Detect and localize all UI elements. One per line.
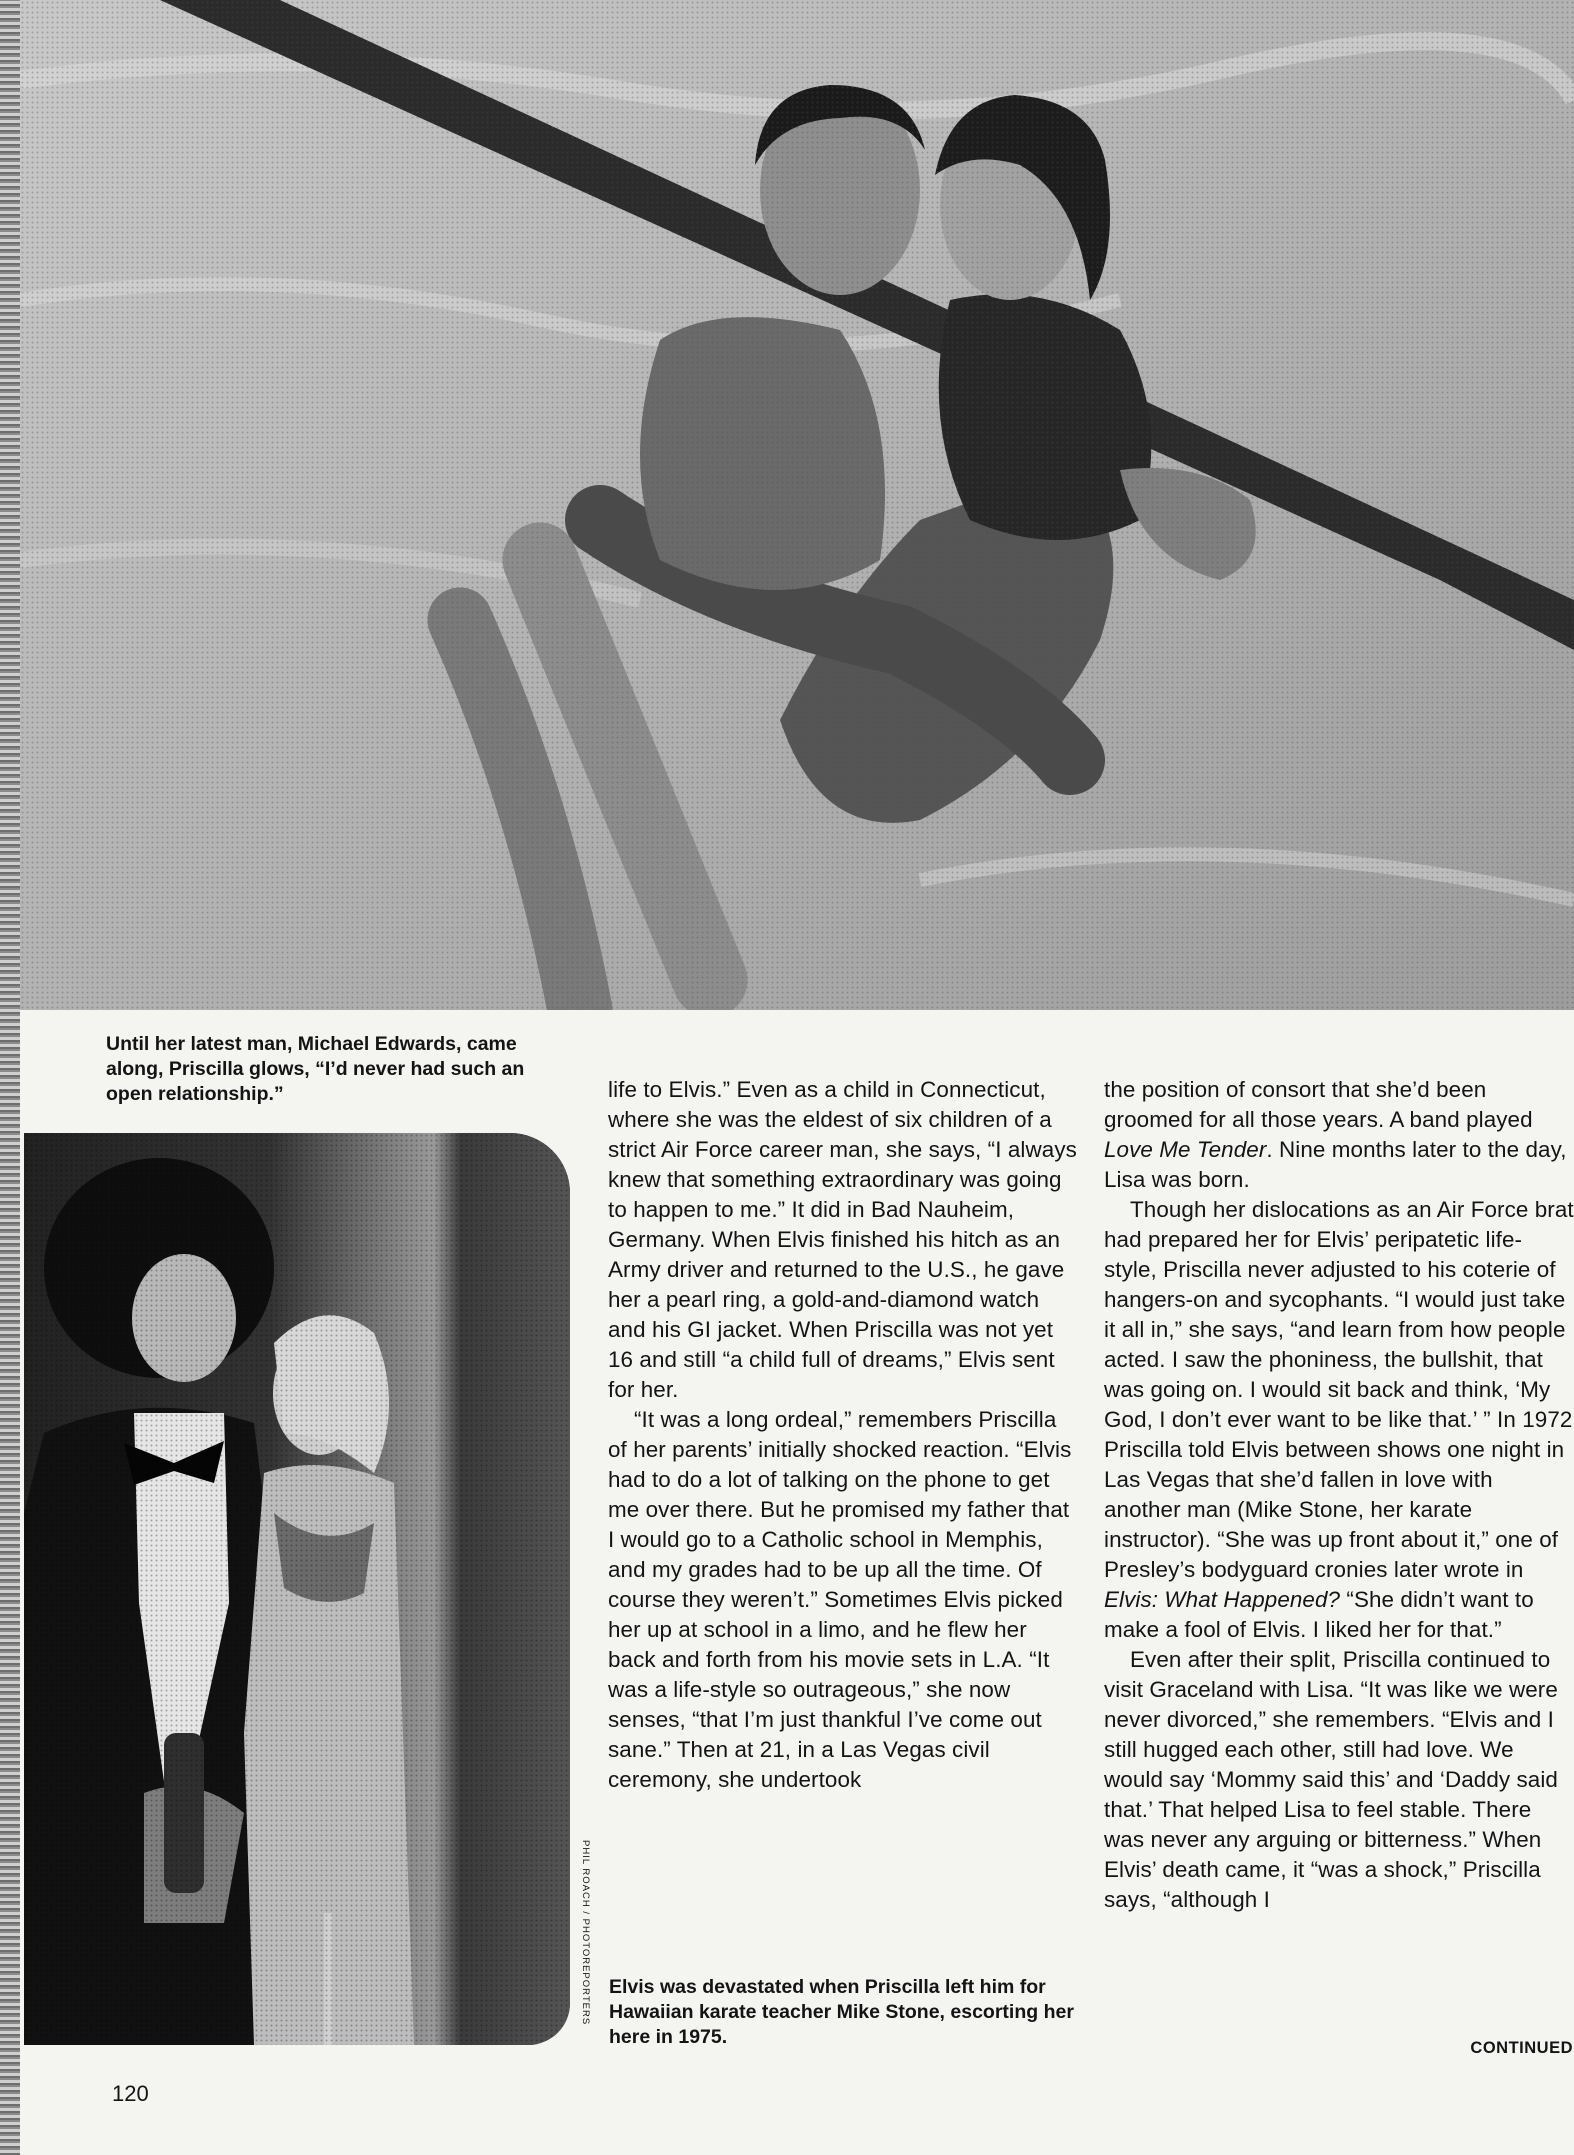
paragraph: Even after their split, Priscilla continued to visit Graceland with Lisa. “It was like we were never divorced,” she remembers. “Elvis and I still hugged each other, still had love. We would say ‘Mommy said this’ and ‘Daddy said that.’ That helped Lisa to feel stable. There was never any arguing or bitterness.” When Elvis’ death came, it “was a shock,” Priscilla says, “although I xyxy=(1104,1647,1558,1912)
paragraph xyxy=(1104,1195,1574,1645)
binding-edge xyxy=(0,0,20,2155)
article-column-right xyxy=(1104,1075,1574,1915)
page-number: 120 xyxy=(112,2081,149,2106)
photo-credit: PHIL ROACH / PHOTOREPORTERS xyxy=(580,1840,591,2026)
caption-bottom: Elvis was devastated when Priscilla left him for Hawaiian karate teacher Mike Stone, escorting her here in 1975. xyxy=(609,1976,1074,2048)
text-run: “She didn’t want to make a fool of Elvis. I liked her for that.” xyxy=(1104,1587,1534,1642)
caption-top: Until her latest man, Michael Edwards, came along, Priscilla glows, “I’d never had such an open relationship.” xyxy=(106,1033,525,1105)
paragraph: life to Elvis.” Even as a child in Connecticut, where she was the eldest of six children of a strict Air Force career man, she says, “I always knew that something extraordinary was going to happen to me.” It did in Bad Nauheim, Germany. When Elvis finished his hitch as an Army driver and returned to the U.S., he gave her a pearl ring, a gold-and-diamond watch and his GI jacket. When Priscilla was not yet 16 and still “a child full of dreams,” Elvis sent for her. xyxy=(608,1077,1077,1402)
article-column-middle xyxy=(608,1075,1078,1795)
song-title: Love Me Tender xyxy=(1104,1137,1267,1162)
text-run: the position of consort that she’d been groomed for all those years. A band played xyxy=(1104,1077,1533,1132)
inset-photo xyxy=(24,1133,570,2045)
text-run: Though her dislocations as an Air Force brat had prepared her for Elvis’ peripatetic life-style, Priscilla never adjusted to his coterie of hangers-on and sycophants. “I would just take it all in,” she says, “and learn from how people acted. I saw the phoniness, the bullshit, that was going on. I would sit back and think, ‘My God, I don’t ever want to be like that.’ ” In 1972 Priscilla told Elvis between shows one night in Las Vegas that she’d fallen in love with another man (Mike Stone, her karate instructor). “She was up front about it,” one of Presley’s bodyguard cronies later wrote in xyxy=(1104,1197,1574,1582)
book-title: Elvis: What Happened? xyxy=(1104,1587,1341,1612)
paragraph: “It was a long ordeal,” remembers Priscilla of her parents’ initially shocked reaction. “Elvis had to do a lot of talking on the phone to get me over there. But he promised my father that I would go to a Catholic school in Memphis, and my grades had to be up all the time. Of course they weren’t.” Sometimes Elvis picked her up at school in a limo, and he flew her back and forth from his movie sets in L.A. “It was a life-style so outrageous,” she now senses, “that I’m just thankful I’ve come out sane.” Then at 21, in a Las Vegas civil ceremony, she undertook xyxy=(608,1407,1072,1792)
paragraph xyxy=(1104,1075,1574,1195)
text-run: . Nine months later to the day, Lisa was born. xyxy=(1104,1137,1567,1192)
continued-label: CONTINUED xyxy=(1470,2039,1573,2057)
pool-photo-icon xyxy=(20,0,1574,1010)
hero-photo xyxy=(20,0,1574,1010)
couple-photo-icon xyxy=(24,1133,570,2045)
